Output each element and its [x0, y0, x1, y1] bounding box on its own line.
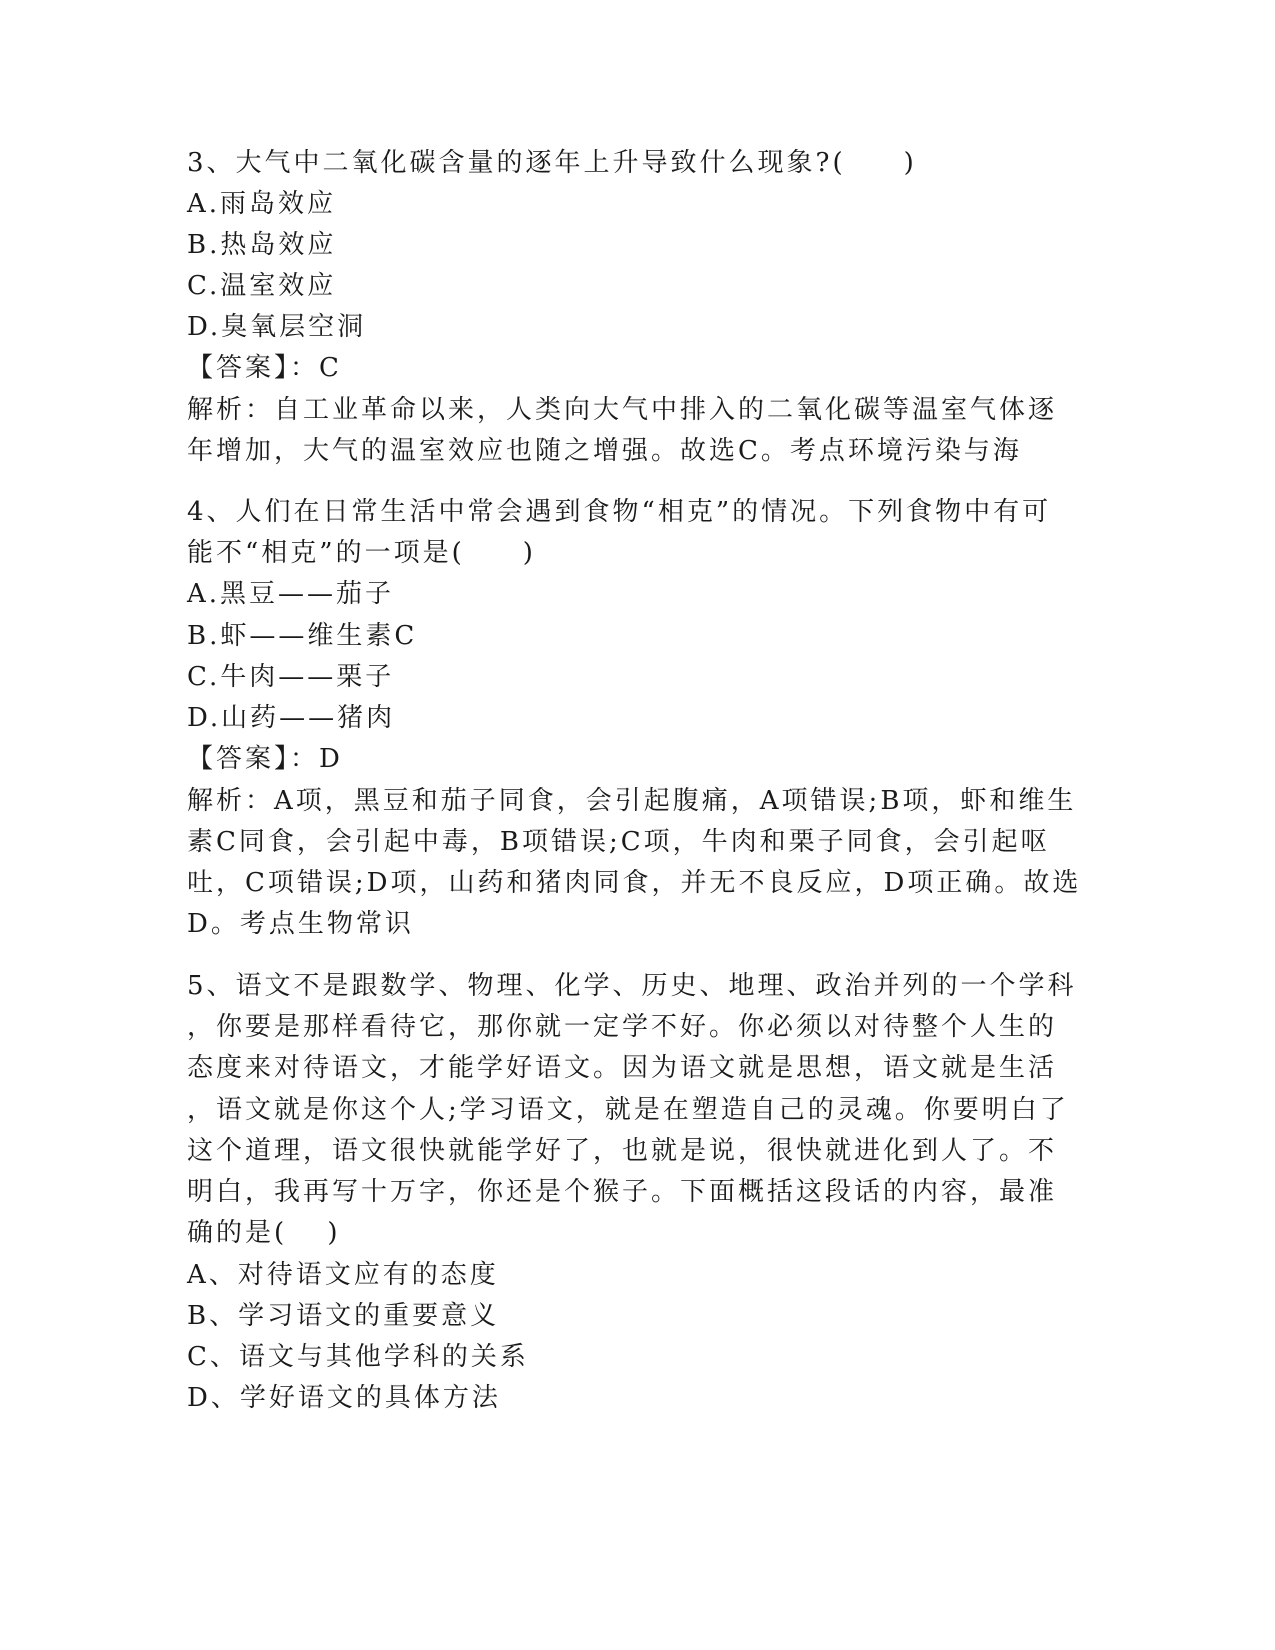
question-4-explanation-line: 吐，C项错误;D项，山药和猪肉同食，并无不良反应，D项正确。故选	[187, 868, 1082, 898]
question-5-stem: 态度来对待语文，才能学好语文。因为语文就是思想，语文就是生活	[187, 1053, 1058, 1083]
question-5-stem: 5、语文不是跟数学、物理、化学、历史、地理、政治并列的一个学科	[187, 971, 1077, 1001]
question-4-explanation-line: 素C同食，会引起中毒，B项错误;C项，牛肉和栗子同食，会引起呕	[187, 827, 1050, 857]
question-5-stem: 这个道理，语文很快就能学好了，也就是说，很快就进化到人了。不	[187, 1136, 1058, 1166]
question-3-option-a: A.雨岛效应	[187, 189, 337, 219]
question-4-option-a: A.黑豆——茄子	[187, 579, 395, 609]
question-4-option-d: D.山药——猪肉	[187, 703, 396, 733]
question-3-option-c: C.温室效应	[187, 271, 337, 301]
question-5-stem: 明白，我再写十万字，你还是个猴子。下面概括这段话的内容，最准	[187, 1177, 1058, 1207]
question-3-stem: 3、大气中二氧化碳含量的逐年上升导致什么现象?( )	[187, 148, 917, 178]
question-4-explanation-line: 解析：A项，黑豆和茄子同食，会引起腹痛，A项错误;B项，虾和维生	[187, 786, 1077, 816]
question-3-answer: 【答案】：C	[187, 353, 342, 383]
question-4-stem: 4、人们在日常生活中常会遇到食物“相克”的情况。下列食物中有可	[187, 497, 1052, 527]
question-3-explanation-line: 解析：自工业革命以来，人类向大气中排入的二氧化碳等温室气体逐	[187, 395, 1058, 425]
question-4-stem: 能不“相克”的一项是( )	[187, 538, 536, 568]
question-5-option-c: C、语文与其他学科的关系	[187, 1342, 529, 1372]
question-5-stem: ，你要是那样看待它，那你就一定学不好。你必须以对待整个人生的	[187, 1012, 1058, 1042]
question-5-option-d: D、学好语文的具体方法	[187, 1383, 501, 1413]
question-4-option-b: B.虾——维生素C	[187, 621, 418, 651]
question-5-stem: ，语文就是你这个人;学习语文，就是在塑造自己的灵魂。你要明白了	[187, 1095, 1069, 1125]
question-4-answer: 【答案】：D	[187, 744, 343, 774]
question-3-explanation-line: 年增加，大气的温室效应也随之增强。故选C。考点环境污染与海	[187, 436, 1022, 466]
question-3-option-b: B.热岛效应	[187, 230, 337, 260]
question-5-stem: 确的是( )	[187, 1218, 341, 1248]
question-5-option-b: B、学习语文的重要意义	[187, 1301, 500, 1331]
question-3-option-d: D.臭氧层空洞	[187, 312, 367, 342]
question-4-explanation-line: D。考点生物常识	[187, 909, 414, 939]
question-4-option-c: C.牛肉——栗子	[187, 662, 395, 692]
question-5-option-a: A、对待语文应有的态度	[187, 1260, 499, 1290]
